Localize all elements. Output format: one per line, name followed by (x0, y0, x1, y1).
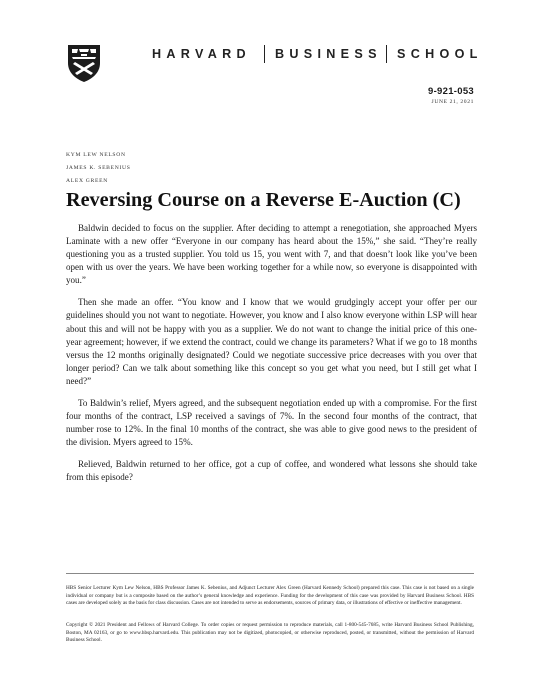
wordmark-divider (386, 45, 387, 63)
wordmark-harvard: HARVARD (152, 47, 251, 61)
copyright-notice: Copyright © 2021 President and Fellows of Harvard College. To order copies or request permission to reproduce materials, call 1-800-545-7685, write Harvard Business School Publishing, Boston, MA 02163, or go to www.hbsp.harvard.edu. This publication may not be digitized, photocopied, or otherwise reproduced, posted, or transmitted, without the permission of Harvard Business School. (66, 622, 474, 644)
body-paragraph: To Baldwin’s relief, Myers agreed, and the subsequent negotiation ended up with a compromise. For the first four months of the contract, LSP received a savings of 7%. In the second four months of the contract, that number rose to 12%. In the final 10 months of the contract, she was able to give good news to the president of the division. Myers agreed to 15%. (66, 397, 477, 448)
body-paragraph: Relieved, Baldwin returned to her office, got a cup of coffee, and wondered what lessons she should take from this episode? (66, 459, 477, 483)
author-footnote: HBS Senior Lecturer Kym Lew Nelson, HBS Professor James K. Sebenius, and Adjunct Lecturer Alex Green (Harvard Kennedy School) prepared this case. This case is not based on a single individual or company but is a composite based on the author’s general knowledge and experience. Funding for the development of this case was provided by Harvard Business School. HBS cases are developed solely as the basis for class discussion. Cases are not intended to serve as endorsements, sources of primary data, or illustrations of effective or ineffective management. (66, 585, 474, 607)
author-name: ALEX GREEN (66, 178, 108, 184)
wordmark-business: BUSINESS (275, 47, 382, 61)
wordmark-divider (264, 45, 265, 63)
author-name: JAMES K. SEBENIUS (66, 165, 131, 171)
footnote-divider (66, 573, 474, 574)
body-paragraph: Baldwin decided to focus on the supplier. After deciding to attempt a renegotiation, she approached Myers Laminate with a new offer “Everyone in our company has heard about the 15%,” she said. “They’re really questioning you as a trusted supplier. You told us 15, you went with 7, and that doesn’t look like you’ve been open with us over the years. We have been working together for a while now, so everyone is disappointed with you.” (66, 223, 477, 286)
school-wordmark (152, 47, 483, 65)
wordmark-school: SCHOOL (397, 47, 483, 61)
case-title: Reversing Course on a Reverse E-Auction (C) (66, 189, 461, 211)
body-paragraph: Then she made an offer. “You know and I know that we would grudgingly accept your offer per our guidelines should you not want to negotiate. However, you know and I also know everyone within LSP will hear about this and will not be happy with you as a supplier. We do not want to change the initial price of this one-year agreement; however, if we extend the contract, could we change its parameters? What if we go to 18 months versus the 12 months originally designated? Could we negotiate successive price decreases with you over that longer period? Can we talk about something like this concept so you get what you need, but I still get what I need?” (66, 297, 477, 386)
case-body (66, 222, 477, 493)
veritas-shield-icon (66, 43, 102, 83)
author-name: KYM LEW NELSON (66, 152, 126, 158)
author-list (66, 149, 131, 188)
case-number: 9-921-053 (427, 86, 474, 97)
case-date: JUNE 21, 2021 (431, 99, 474, 105)
